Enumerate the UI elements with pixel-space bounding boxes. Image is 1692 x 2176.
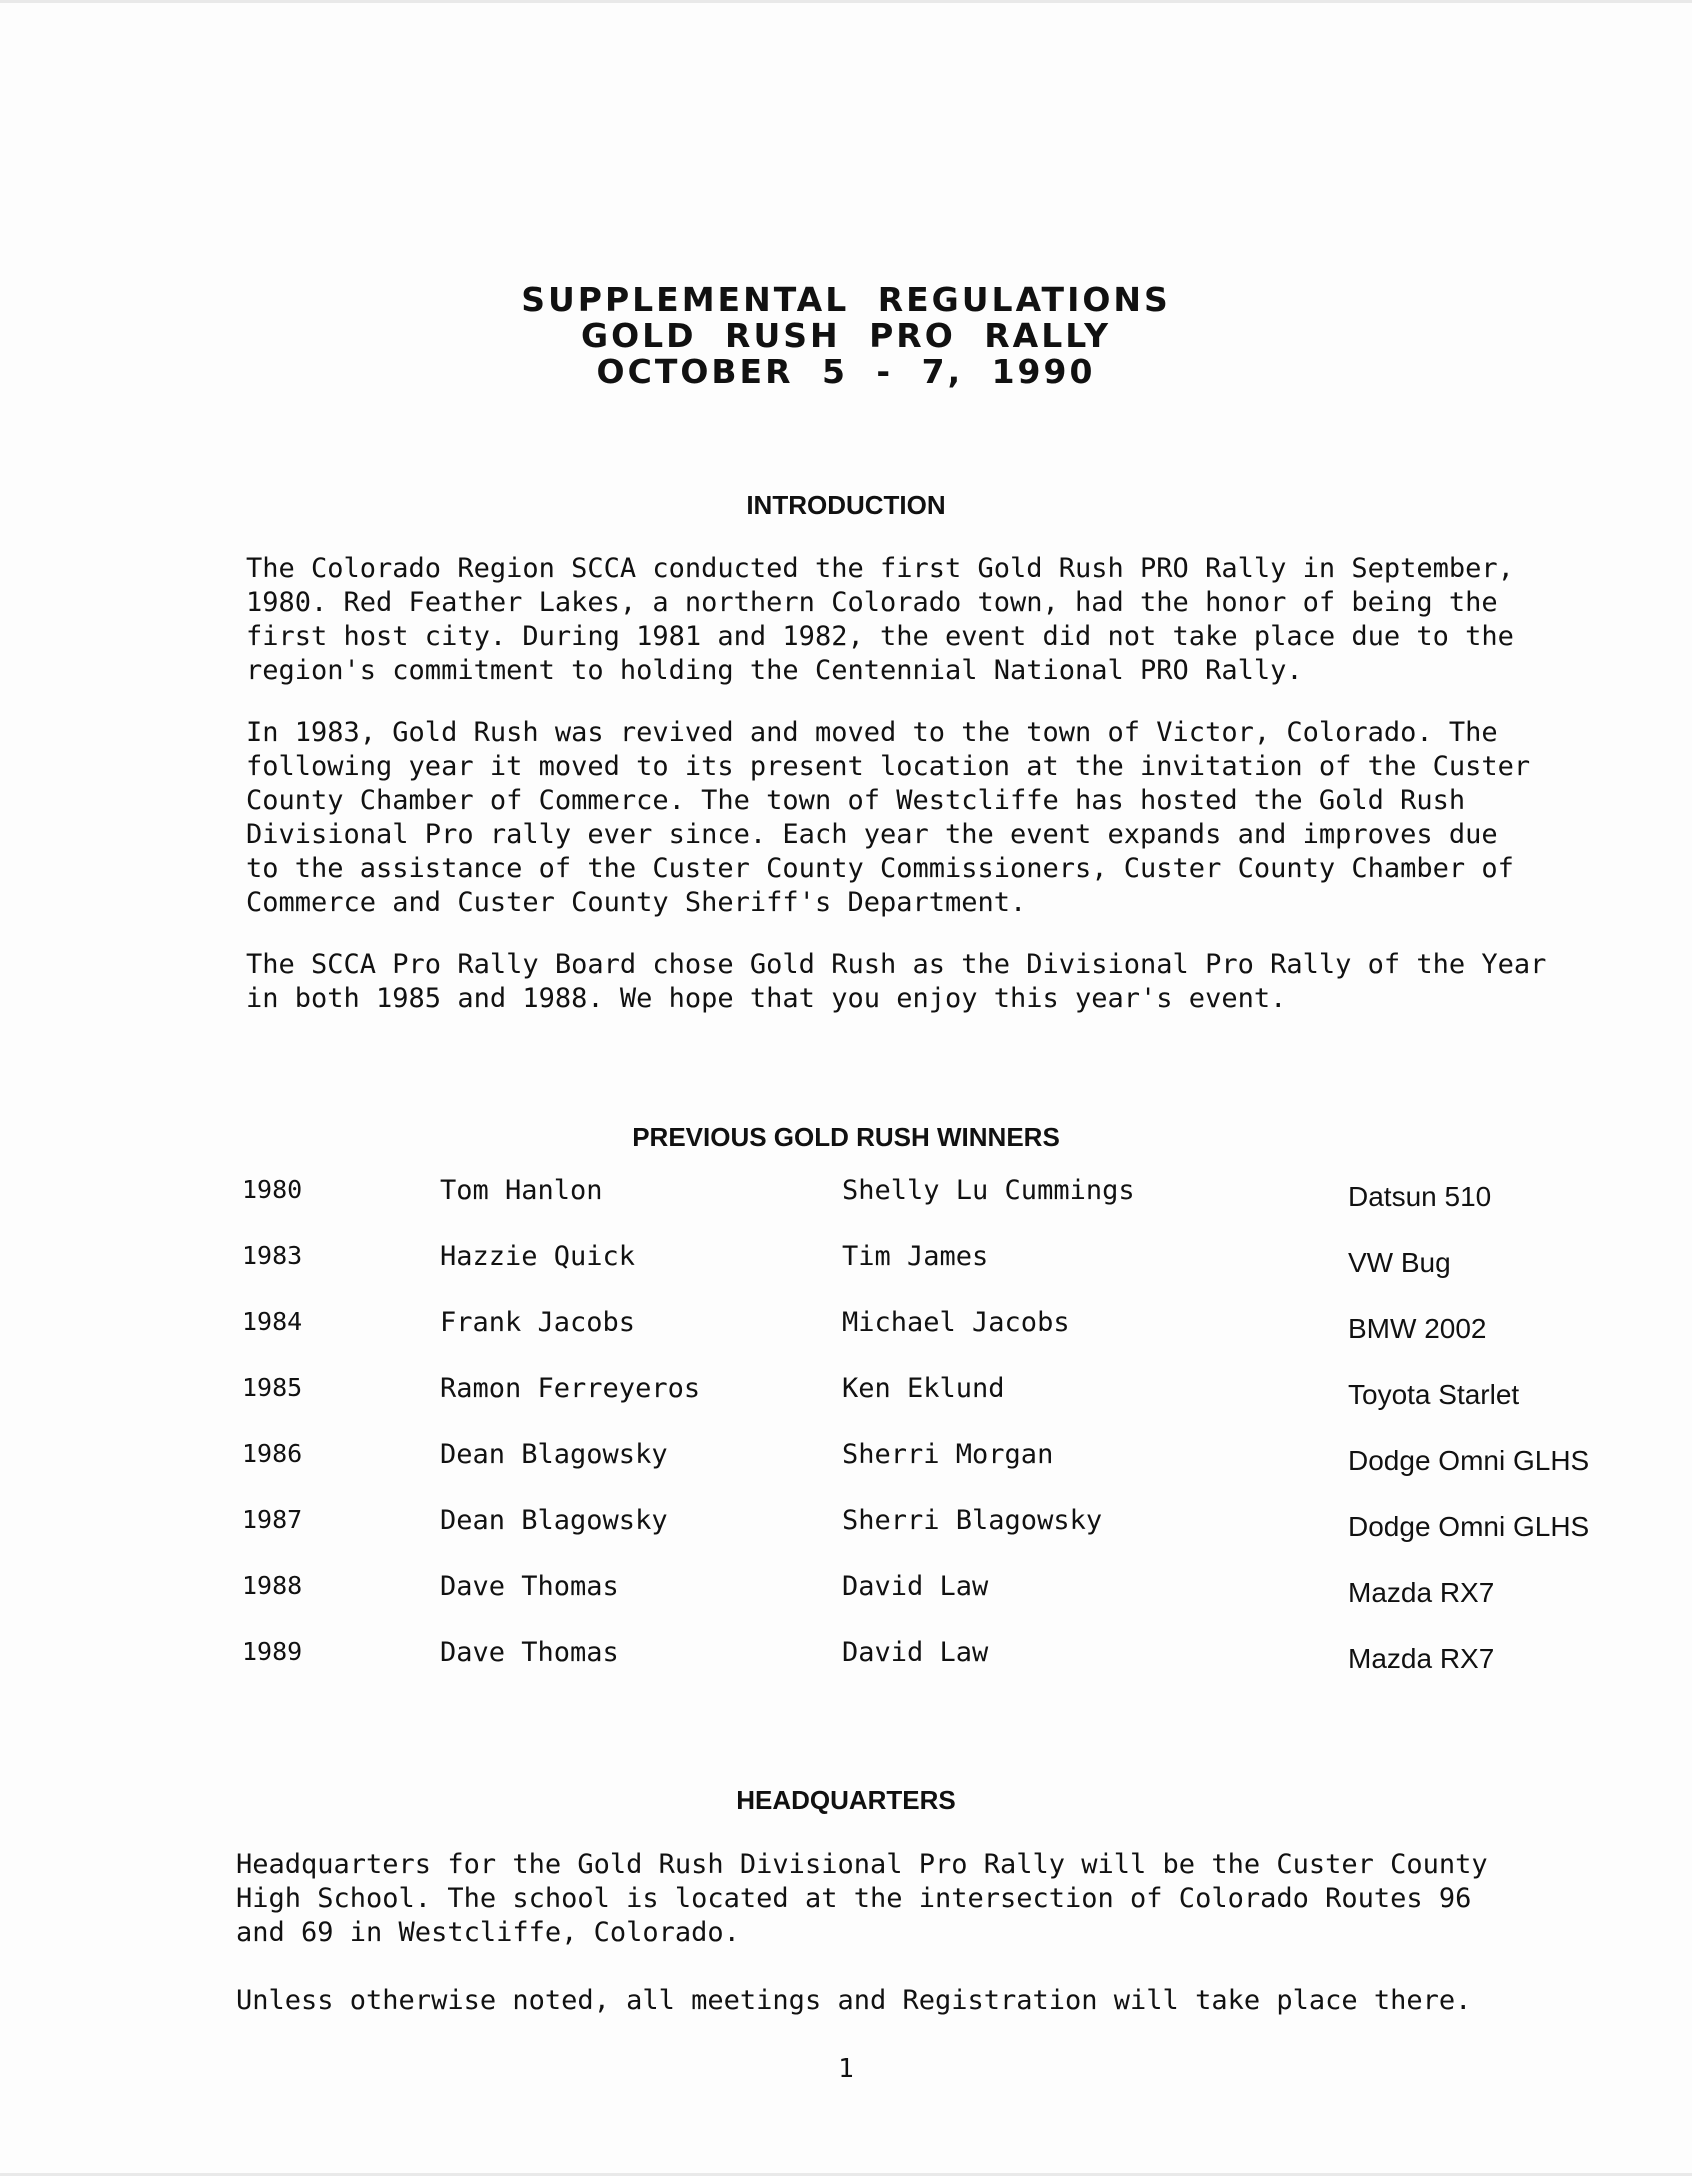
table-row	[242, 1241, 1562, 1307]
table-row	[242, 1373, 1562, 1439]
title-line-3: OCTOBER 5 - 7, 1990	[596, 352, 1096, 391]
winner-car: BMW 2002	[1348, 1313, 1487, 1344]
winner-codriver: Tim James	[842, 1241, 989, 1272]
table-row	[242, 1571, 1562, 1637]
table-row	[242, 1175, 1562, 1241]
winner-driver: Dave Thomas	[440, 1637, 619, 1668]
winner-year: 1980	[242, 1175, 303, 1204]
winner-codriver: Sherri Morgan	[842, 1439, 1054, 1470]
winners-table	[242, 1175, 1590, 1703]
intro-paragraph-1: The Colorado Region SCCA conducted the first Gold Rush PRO Rally in September, 1980. Red Feather Lakes, a northern Colorado town, had the honor of being the first host city. During 1981 and 1982, the event did not take place due to the region's commitment to holding the Centennial National PRO Rally.	[246, 553, 1514, 686]
winner-car: Dodge Omni GLHS	[1348, 1511, 1590, 1542]
winner-year: 1983	[242, 1241, 303, 1270]
title-line-2: GOLD RUSH PRO RALLY	[580, 316, 1112, 355]
winner-codriver: Shelly Lu Cummings	[842, 1175, 1135, 1206]
winner-driver: Dean Blagowsky	[440, 1439, 668, 1470]
winner-year: 1987	[242, 1505, 303, 1534]
winner-driver: Tom Hanlon	[440, 1175, 603, 1206]
winner-codriver: Ken Eklund	[842, 1373, 1005, 1404]
table-row	[242, 1307, 1562, 1373]
title-line-1: SUPPLEMENTAL REGULATIONS	[521, 280, 1171, 319]
page-number: 1	[838, 2054, 854, 2084]
headquarters-heading: HEADQUARTERS	[736, 1785, 956, 1815]
winner-codriver: Michael Jacobs	[842, 1307, 1070, 1338]
headquarters-paragraph-2: Unless otherwise noted, all meetings and Registration will take place there.	[236, 1985, 1472, 2016]
winner-year: 1985	[242, 1373, 303, 1402]
winner-codriver: David Law	[842, 1637, 989, 1668]
winner-year: 1986	[242, 1439, 303, 1468]
winner-car: Dodge Omni GLHS	[1348, 1445, 1590, 1476]
winner-car: Mazda RX7	[1348, 1643, 1495, 1674]
winner-driver: Dean Blagowsky	[440, 1505, 668, 1536]
title-block	[0, 282, 1692, 390]
table-row	[242, 1637, 1562, 1703]
winner-codriver: David Law	[842, 1571, 989, 1602]
winner-car: Mazda RX7	[1348, 1577, 1495, 1608]
winner-car: Toyota Starlet	[1348, 1379, 1520, 1410]
winner-year: 1989	[242, 1637, 303, 1666]
winner-driver: Frank Jacobs	[440, 1307, 636, 1338]
winner-driver: Ramon Ferreyeros	[440, 1373, 701, 1404]
introduction-heading: INTRODUCTION	[746, 490, 946, 520]
table-row	[242, 1505, 1590, 1571]
headquarters-paragraph-1: Headquarters for the Gold Rush Divisional Pro Rally will be the Custer County High School. The school is located at the intersection of Colorado Routes 96 and 69 in Westcliffe, Colorado.	[236, 1849, 1488, 1948]
scan-edge-top	[0, 0, 1692, 3]
winner-car: Datsun 510	[1348, 1181, 1492, 1212]
intro-paragraph-2: In 1983, Gold Rush was revived and moved to the town of Victor, Colorado. The following year it moved to its present location at the invitation of the Custer County Chamber of Commerce. The town of Westcliffe has hosted the Gold Rush Divisional Pro rally ever since. Each year the event expands and improves due to the assistance of the Custer County Commissioners, Custer County Chamber of Commerce and Custer County Sheriff's Department.	[246, 717, 1531, 918]
winner-driver: Hazzie Quick	[440, 1241, 636, 1272]
winner-year: 1988	[242, 1571, 303, 1600]
winners-heading: PREVIOUS GOLD RUSH WINNERS	[632, 1122, 1060, 1152]
winner-driver: Dave Thomas	[440, 1571, 619, 1602]
winner-codriver: Sherri Blagowsky	[842, 1505, 1103, 1536]
winner-car: VW Bug	[1348, 1247, 1451, 1278]
winner-year: 1984	[242, 1307, 303, 1336]
table-row	[242, 1439, 1590, 1505]
intro-paragraph-3: The SCCA Pro Rally Board chose Gold Rush as the Divisional Pro Rally of the Year in both 1985 and 1988. We hope that you enjoy this year's event.	[246, 949, 1547, 1014]
